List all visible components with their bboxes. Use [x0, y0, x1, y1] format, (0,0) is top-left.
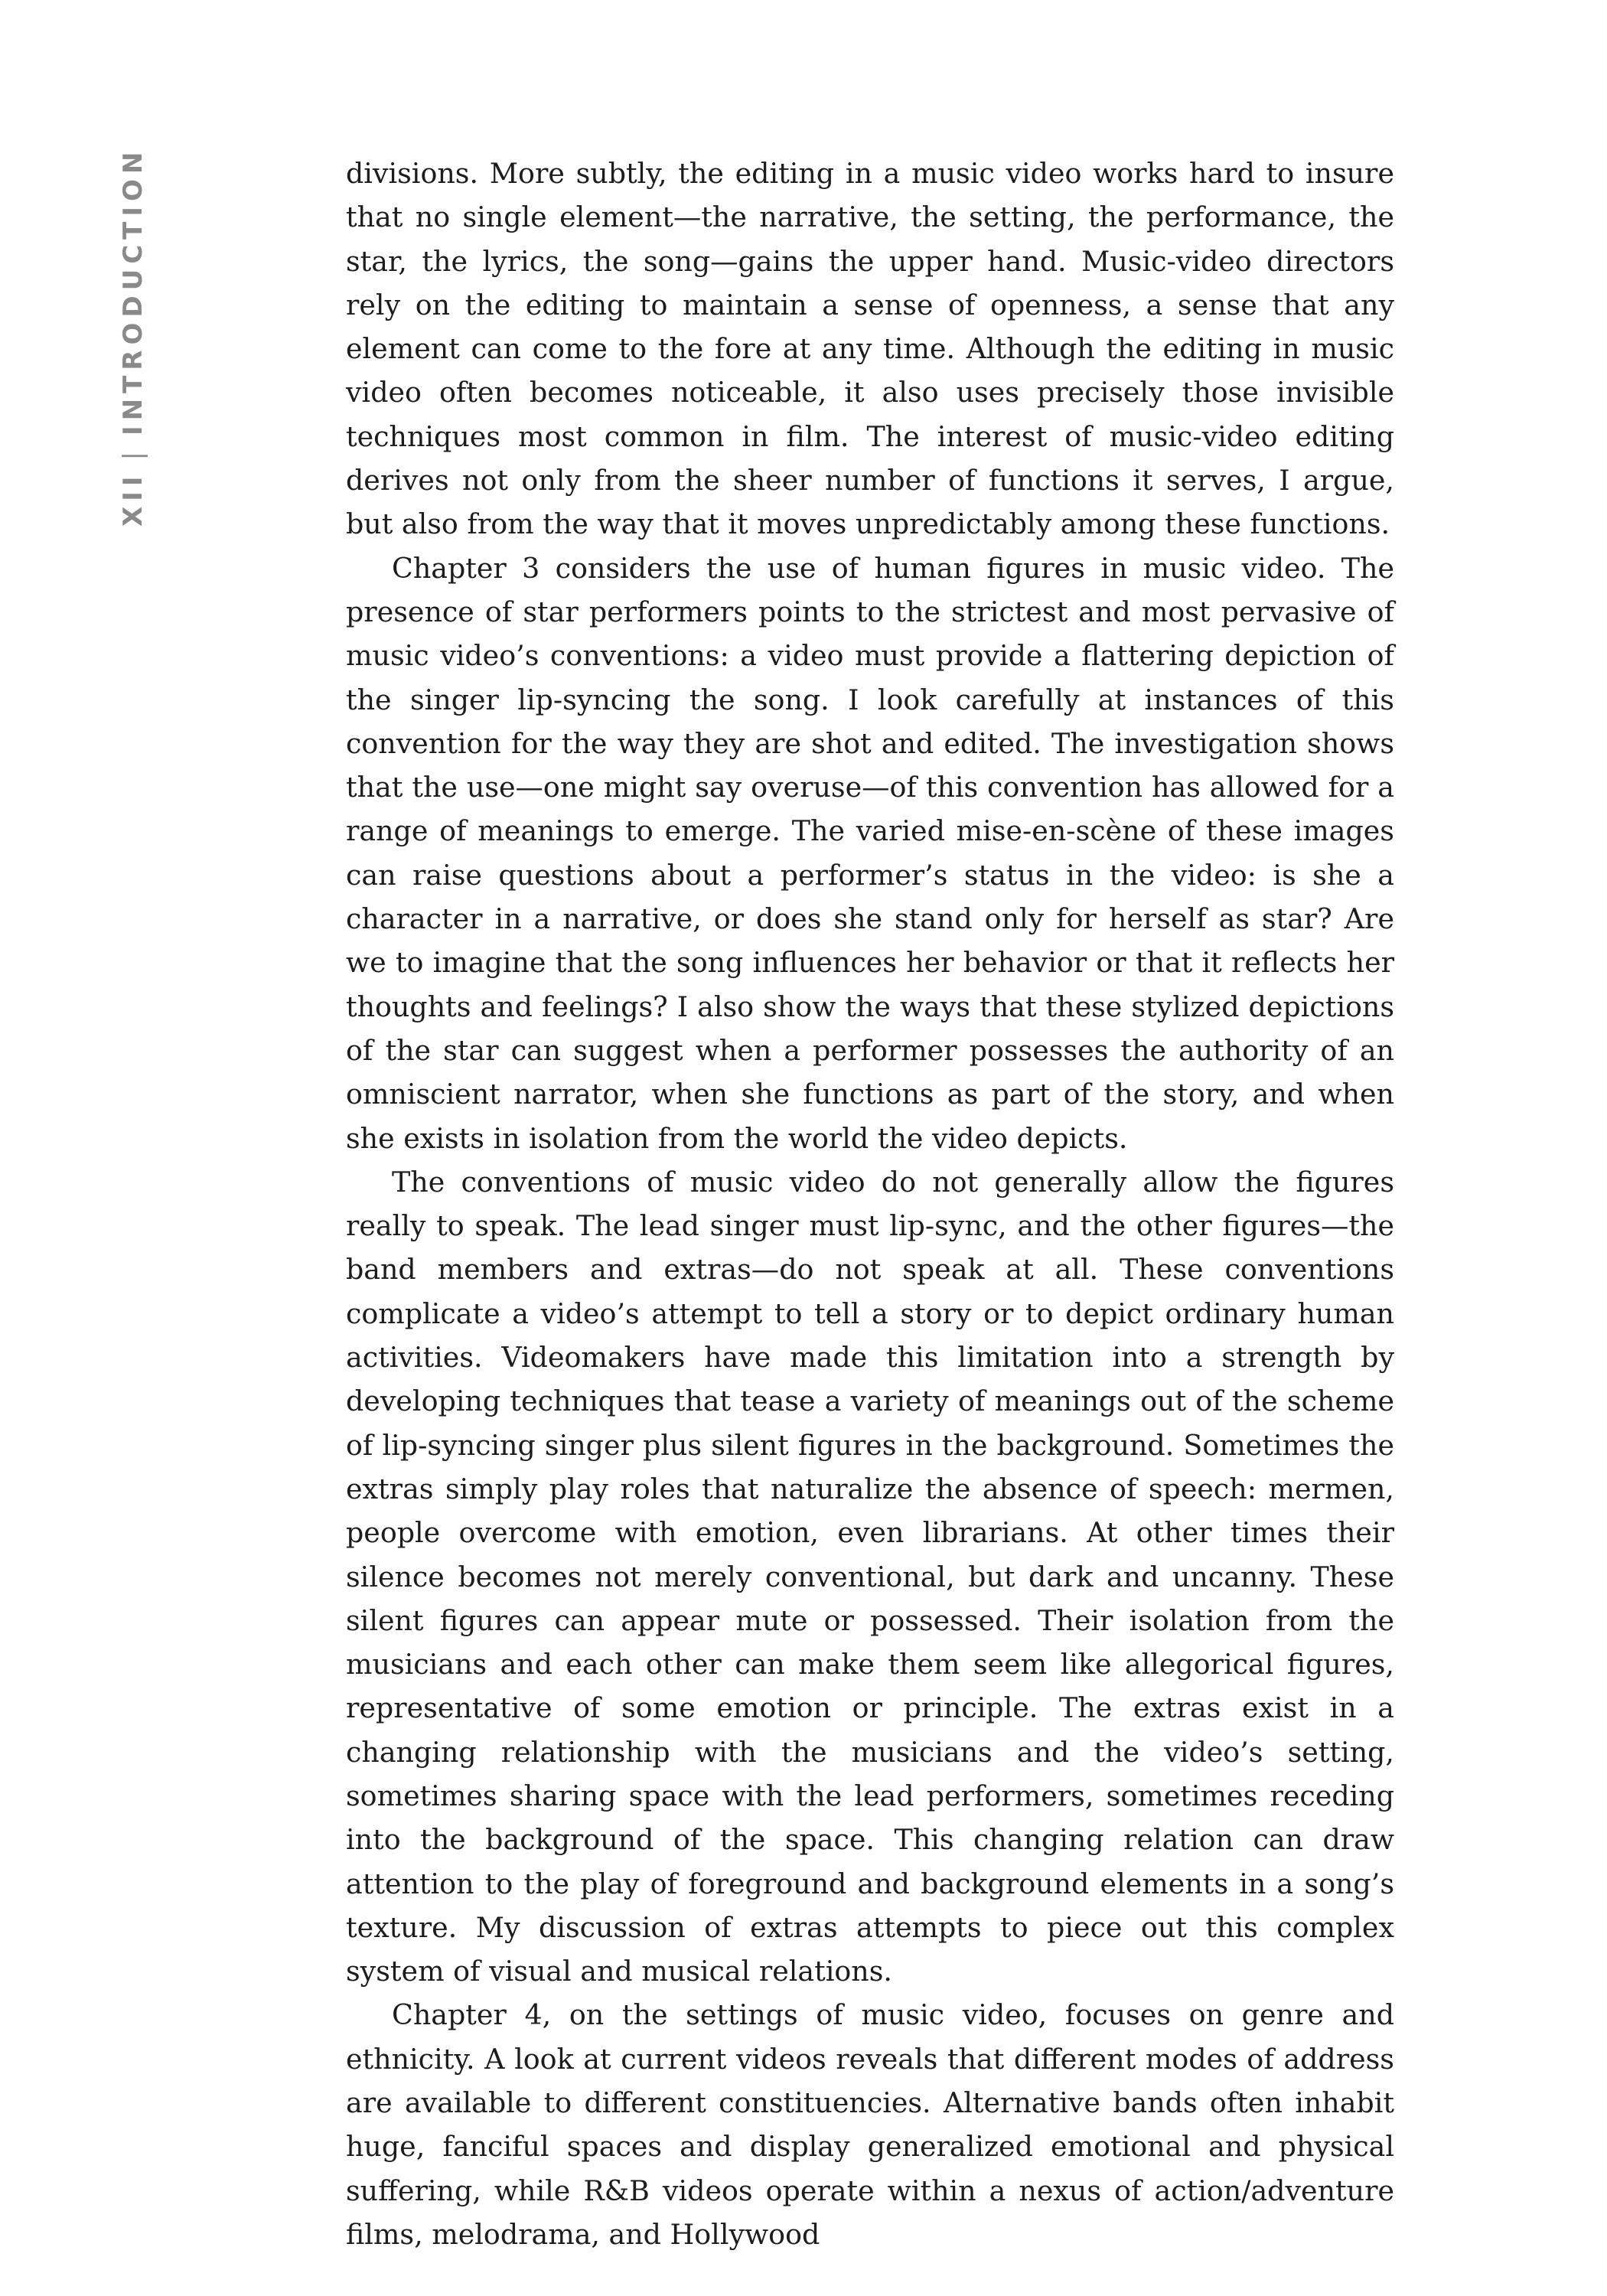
section-title: INTRODUCTION [118, 146, 148, 436]
running-head [109, 146, 157, 527]
paragraph-1: divisions. More subtly, the editing in a music video works hard to insure that no single element—the narrative, the setting, the performance, the star, the lyrics, the song—gains the upper hand. Music-video directors rely on the editing to maintain a sense of openness, a sense that any element can come to the fore at any time. Although the editing in music video often becomes noticeable, it also uses precisely those invisible techniques most common in film. The interest of music-video editing derives not only from the sheer number of functions it serves, I argue, but also from the way that it moves unpredictably among these functions. [346, 157, 1394, 541]
paragraph-2: Chapter 3 considers the use of human figures in music video. The presence of star performers points to the strictest and most pervasive of music video’s conventions: a video must provide a flattering depiction of the singer lip-syncing the song. I look carefully at instances of this convention for the way they are shot and edited. The investigation shows that the use—one might say overuse—of this convention has allowed for a range of meanings to emerge. The varied mise-en-scène of these images can raise questions about a performer’s status in the video: is she a character in a narrative, or does she stand only for herself as star? Are we to imagine that the song influences her behavior or that it reflects her thoughts and feelings? I also show the ways that these stylized depictions of the star can suggest when a performer possesses the authority of an omniscient narrator, when she functions as part of the story, and when she exists in isolation from the world the video depicts. [346, 551, 1394, 1155]
body-text [346, 152, 1394, 2256]
running-head-separator: | [118, 446, 148, 461]
paragraph-4: Chapter 4, on the settings of music video, focuses on genre and ethnicity. A look at current videos reveals that different modes of address are available to different constituencies. Alternative bands often inhabit huge, fanciful spaces and display generalized emotional and physical suffering, while R&B videos operate within a nexus of action/adventure films, melodrama, and Hollywood [346, 1998, 1394, 2251]
page-number: XII [118, 471, 148, 527]
paragraph-3: The conventions of music video do not generally allow the figures really to speak. The lead singer must lip-sync, and the other figures—the band members and extras—do not speak at all. These conventions complicate a video’s attempt to tell a story or to depict ordinary human activities. Videomakers have made this limitation into a strength by developing techniques that tease a variety of meanings out of the scheme of lip-syncing singer plus silent figures in the background. Sometimes the extras simply play roles that naturalize the absence of speech: mermen, people overcome with emotion, even librarians. At other times their silence becomes not merely conventional, but dark and uncanny. These silent figures can appear mute or possessed. Their isolation from the musicians and each other can make them seem like allegorical figures, representative of some emotion or principle. The extras exist in a changing relationship with the musicians and the video’s setting, sometimes sharing space with the lead performers, sometimes receding into the background of the space. This changing relation can draw attention to the play of foreground and background elements in a song’s texture. My discussion of extras attempts to piece out this complex system of visual and musical relations. [346, 1165, 1394, 1988]
